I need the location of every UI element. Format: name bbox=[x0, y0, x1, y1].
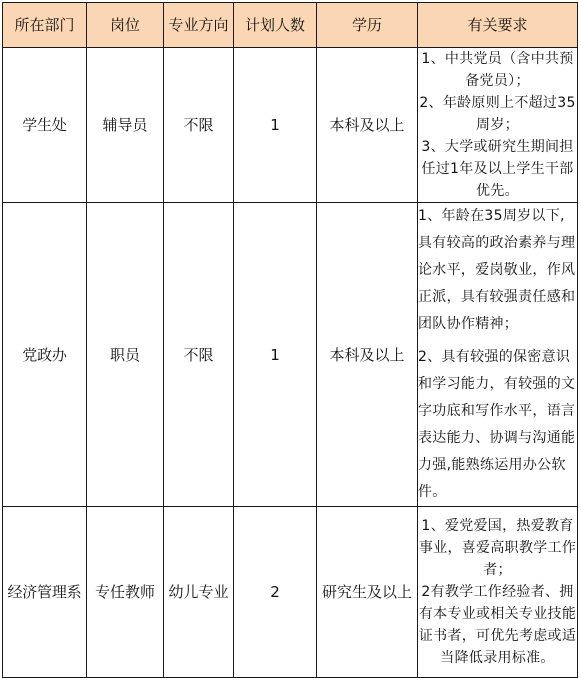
recruitment-table bbox=[2, 2, 578, 678]
education-cell: 本科及以上 bbox=[317, 48, 418, 203]
position-cell: 专任教师 bbox=[87, 507, 164, 678]
header-row bbox=[3, 3, 578, 48]
requirement-item: 1、年龄在35周岁以下,具有较高的政治素养与理论水平，爱岗敬业，作风正派，具有较强责任感和团队协作精神； bbox=[418, 208, 576, 332]
requirement-item: 2、年龄原则上不超过35周岁； bbox=[419, 95, 576, 133]
table-row bbox=[3, 48, 578, 203]
requirement-item: 1、中共党员（含中共预备党员）； bbox=[421, 51, 574, 89]
requirement-item: 2有教学工作经验者、拥有本专业或相关专业技能证书者，可优先考虑或适当降低录用标准。 bbox=[418, 584, 577, 666]
header-department: 所在部门 bbox=[3, 3, 87, 48]
requirements-cell bbox=[418, 48, 578, 203]
requirement-item: 1、爱党爱国，热爱教育事业，喜爱高职教学工作者； bbox=[418, 518, 577, 578]
position-cell: 职员 bbox=[87, 203, 164, 507]
major-cell: 不限 bbox=[164, 48, 234, 203]
header-position: 岗位 bbox=[87, 3, 164, 48]
department-cell: 学生处 bbox=[3, 48, 87, 203]
major-cell: 幼儿专业 bbox=[164, 507, 234, 678]
header-count: 计划人数 bbox=[234, 3, 317, 48]
count-cell: 1 bbox=[234, 203, 317, 507]
count-cell: 2 bbox=[234, 507, 317, 678]
header-requirements: 有关要求 bbox=[418, 3, 578, 48]
position-cell: 辅导员 bbox=[87, 48, 164, 203]
table-row bbox=[3, 507, 578, 678]
major-cell: 不限 bbox=[164, 203, 234, 507]
education-cell: 本科及以上 bbox=[317, 203, 418, 507]
requirements-cell bbox=[418, 203, 578, 507]
education-cell: 研究生及以上 bbox=[317, 507, 418, 678]
header-major: 专业方向 bbox=[164, 3, 234, 48]
header-education: 学历 bbox=[317, 3, 418, 48]
department-cell: 经济管理系 bbox=[3, 507, 87, 678]
requirements-cell bbox=[418, 507, 578, 678]
requirement-item: 3、大学或研究生期间担任过1年及以上学生干部优先。 bbox=[421, 139, 574, 199]
count-cell: 1 bbox=[234, 48, 317, 203]
department-cell: 党政办 bbox=[3, 203, 87, 507]
requirement-item: 2、具有较强的保密意识和学习能力，有较强的文字功底和写作水平，语言表达能力、协调与沟通能力强,能熟练运用办公软件。 bbox=[418, 349, 576, 500]
table-row bbox=[3, 203, 578, 507]
